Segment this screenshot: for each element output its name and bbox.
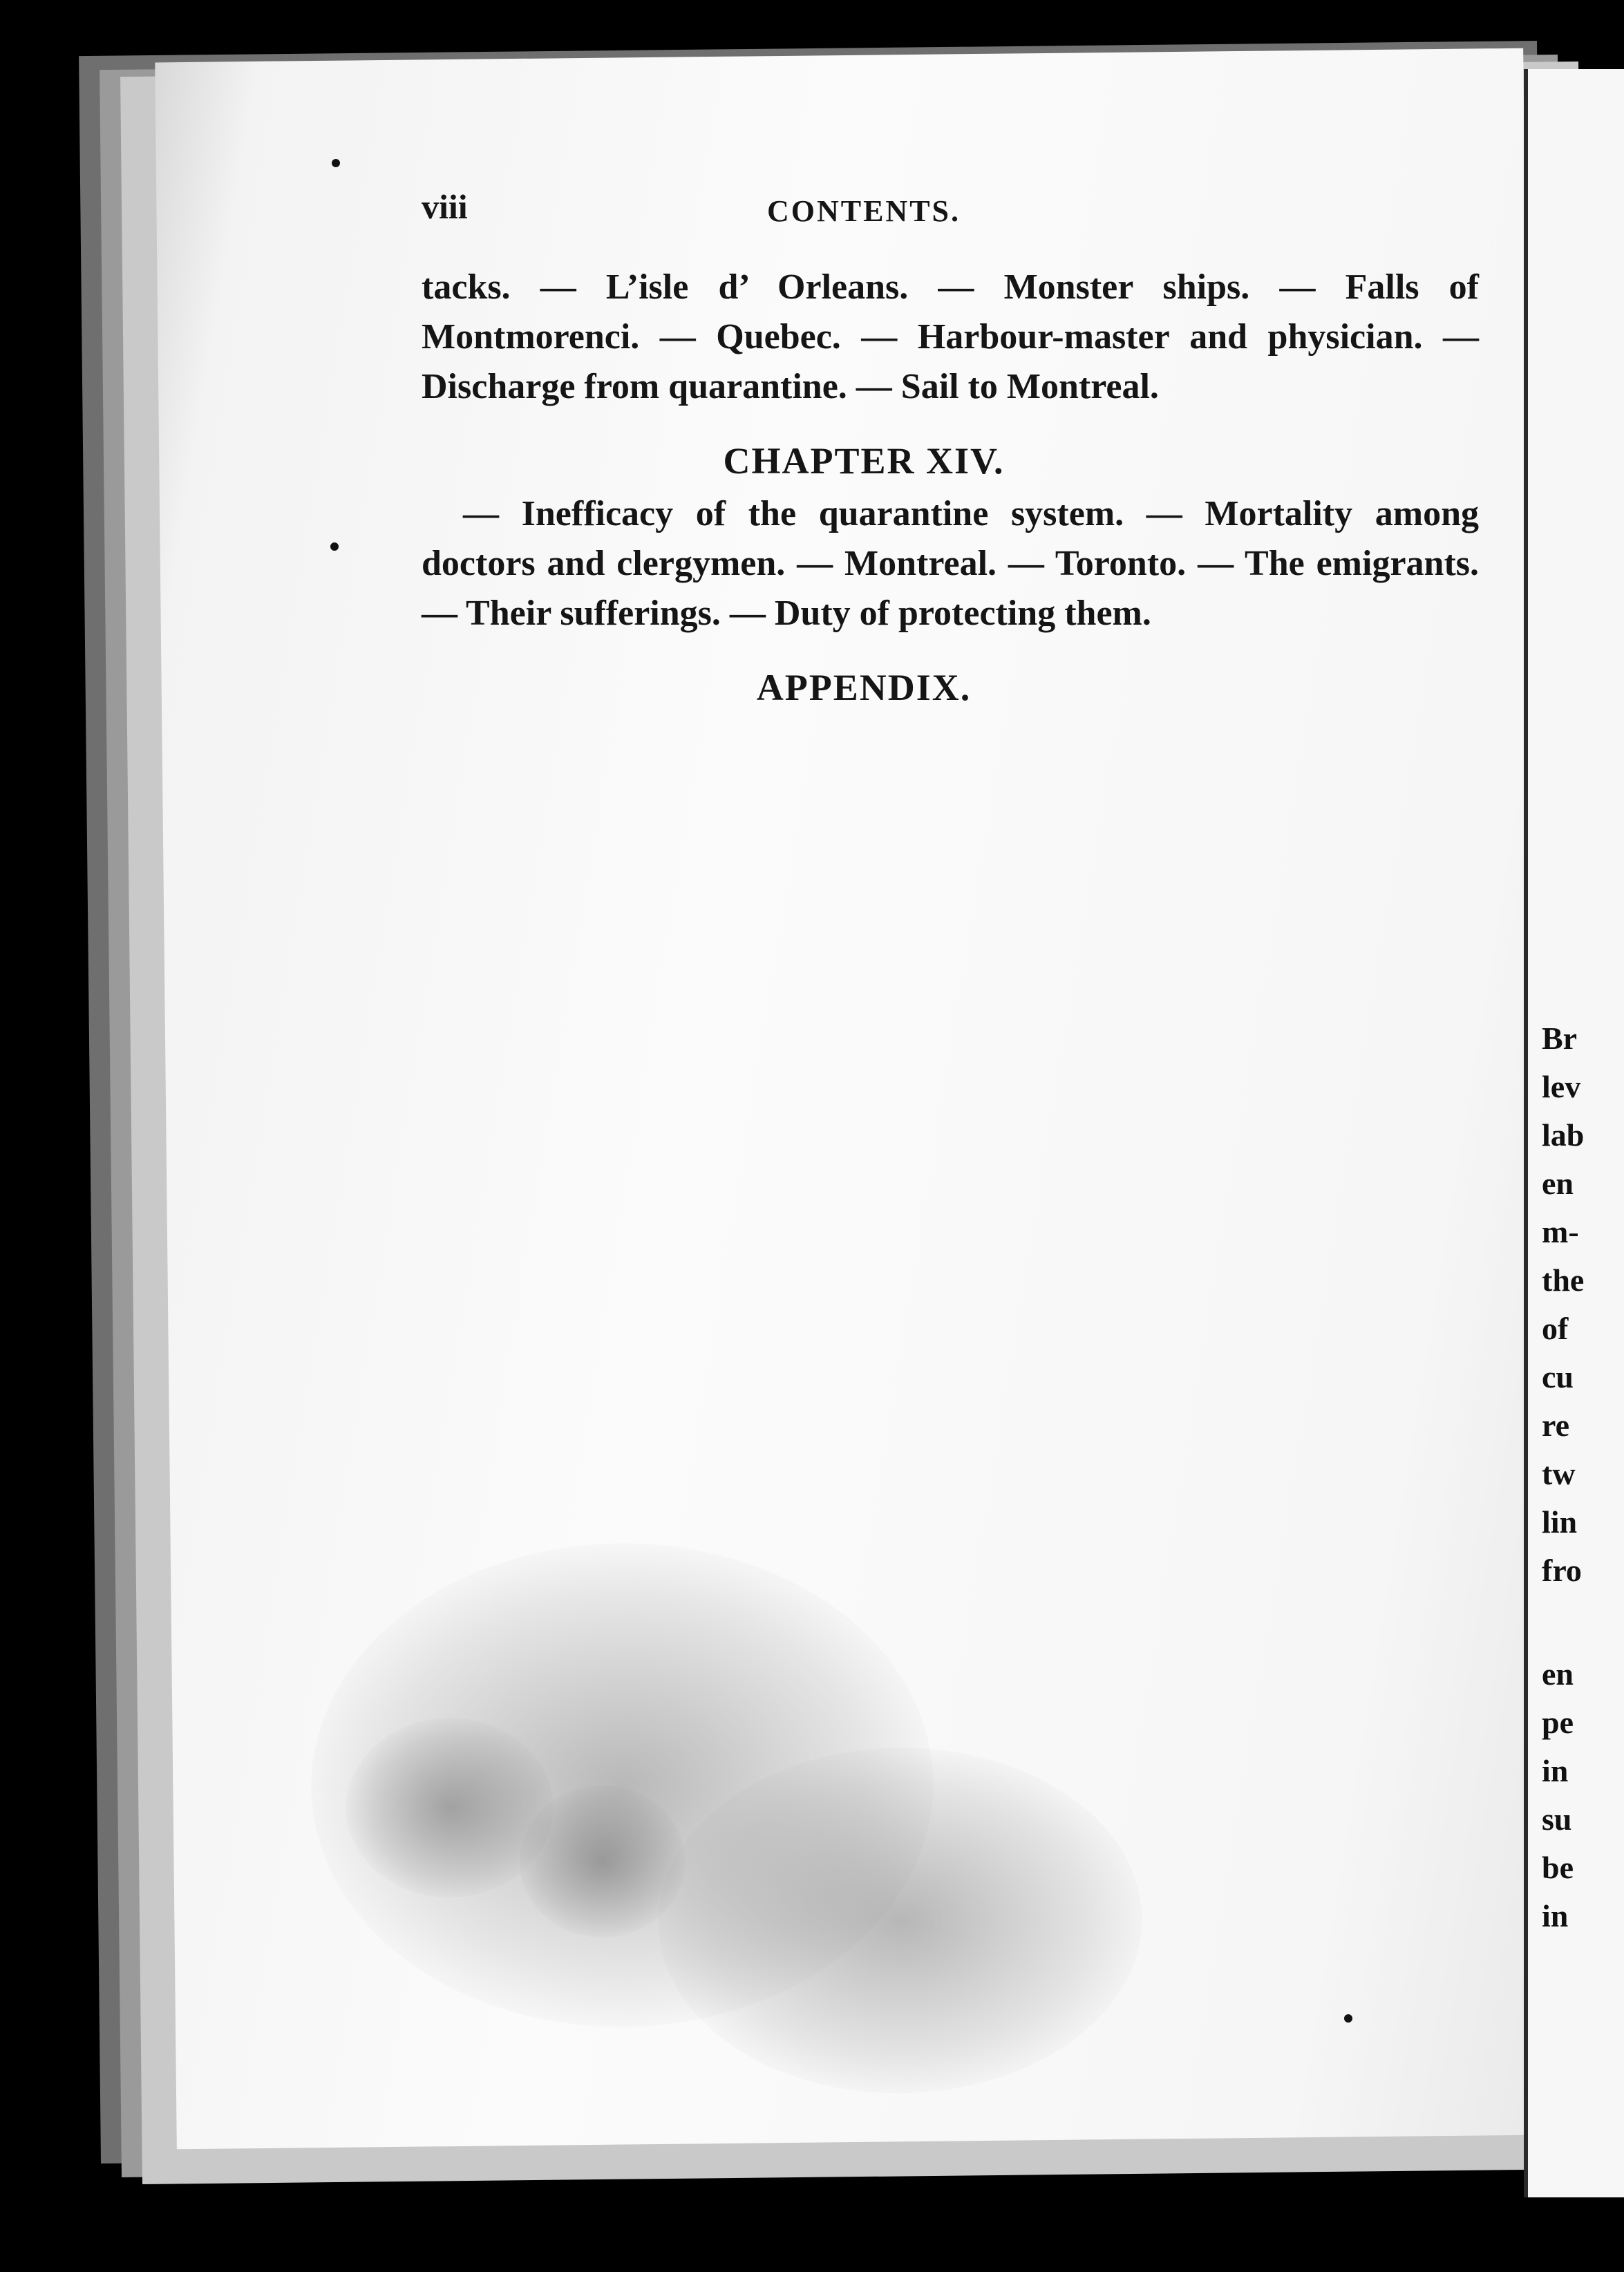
chapter-summary: — Inefficacy of the quarantine system. — Mortality among doctors and clergymen. — Montreal. — Toronto. — The emigrants. — Their sufferings. — Duty of protecting them.: [422, 494, 1479, 633]
page-header: [249, 187, 1479, 249]
running-head: CONTENTS.: [766, 194, 961, 228]
contents-text: [249, 187, 1479, 716]
appendix-heading: APPENDIX.: [756, 667, 972, 708]
continued-chapter-summary: tacks. — L’isle d’ Orleans. — Monster ships. — Falls of Montmorenci. — Quebec. — Harbour-master and physician. — Discharge from quarantine. — Sail to Montreal.: [422, 267, 1479, 406]
ink-speck: [332, 159, 340, 167]
page-number: viii: [422, 187, 468, 226]
ink-speck: [1344, 2014, 1352, 2023]
facing-page-edge: Br lev lab en m- the of cu re tw lin fro en pe in su be in: [1524, 69, 1624, 2197]
foxing-stain: [657, 1745, 1144, 2096]
chapter-heading: CHAPTER XIV.: [723, 440, 1005, 482]
